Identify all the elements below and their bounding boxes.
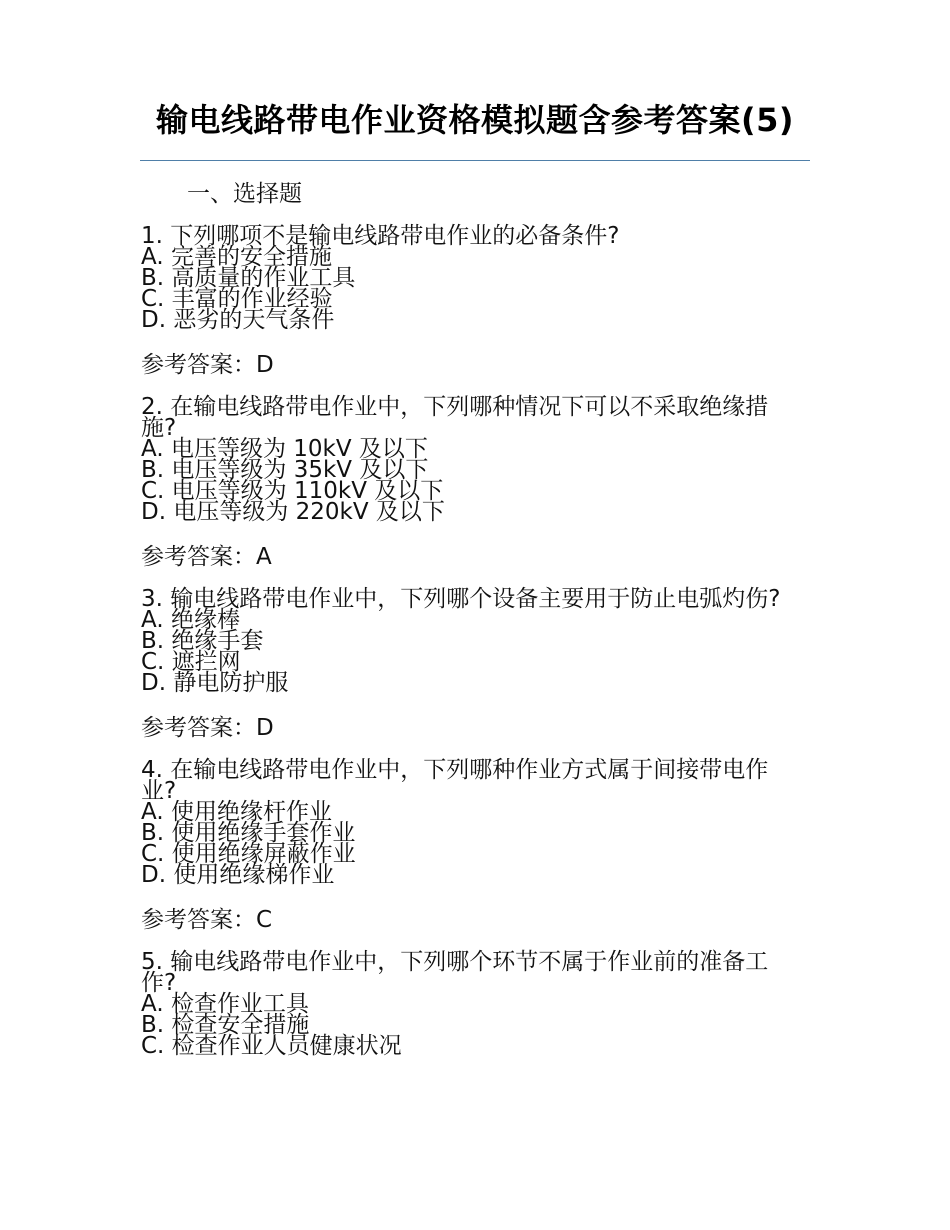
option-b: B. 绝缘手套	[141, 628, 264, 654]
title-divider	[140, 160, 810, 161]
option-c: C. 丰富的作业经验	[141, 286, 333, 312]
option-c: C. 电压等级为 110kV 及以下	[141, 478, 444, 504]
option-c: C. 使用绝缘屏蔽作业	[141, 841, 356, 867]
option-b: B. 检查安全措施	[141, 1012, 310, 1038]
answer-key: 参考答案：D	[141, 352, 274, 378]
option-a: A. 完善的安全措施	[141, 244, 332, 270]
option-a: A. 检查作业工具	[141, 991, 309, 1017]
question-stem: 2. 在输电线路带电作业中，下列哪种情况下可以不采取绝缘措施?	[141, 394, 769, 441]
question-1	[141, 223, 801, 379]
question-stem: 3. 输电线路带电作业中，下列哪个设备主要用于防止电弧灼伤?	[141, 586, 781, 612]
option-list	[141, 799, 801, 888]
question-3	[141, 586, 801, 742]
section-heading: 一、选择题	[187, 181, 302, 207]
question-4	[141, 757, 801, 934]
option-b: B. 电压等级为 35kV 及以下	[141, 457, 429, 483]
option-a: A. 绝缘棒	[141, 607, 240, 633]
option-d: D. 电压等级为 220kV 及以下	[141, 499, 445, 525]
option-a: A. 电压等级为 10kV 及以下	[141, 436, 428, 462]
question-stem: 1. 下列哪项不是输电线路带电作业的必备条件?	[141, 223, 620, 249]
option-d: D. 静电防护服	[141, 670, 289, 696]
option-d: D. 恶劣的天气条件	[141, 307, 335, 333]
option-a: A. 使用绝缘杆作业	[141, 799, 332, 825]
question-stem: 4. 在输电线路带电作业中，下列哪种作业方式属于间接带电作业?	[141, 757, 769, 804]
option-c: C. 遮拦网	[141, 649, 241, 675]
answer-key: 参考答案：D	[141, 715, 274, 741]
question-2	[141, 394, 801, 571]
option-list	[141, 244, 801, 333]
option-b: B. 使用绝缘手套作业	[141, 820, 356, 846]
option-d: D. 使用绝缘梯作业	[141, 862, 335, 888]
question-list	[141, 223, 801, 1059]
option-b: B. 高质量的作业工具	[141, 265, 356, 291]
option-list	[141, 607, 801, 696]
option-list	[141, 436, 801, 525]
answer-key: 参考答案：C	[141, 907, 273, 933]
question-stem: 5. 输电线路带电作业中，下列哪个环节不属于作业前的准备工作?	[141, 949, 769, 996]
answer-key: 参考答案：A	[141, 544, 272, 570]
page-title: 输电线路带电作业资格模拟题含参考答案(5)	[155, 101, 795, 139]
question-5	[141, 949, 801, 1059]
option-c: C. 检查作业人员健康状况	[141, 1033, 402, 1059]
option-list	[141, 991, 801, 1059]
